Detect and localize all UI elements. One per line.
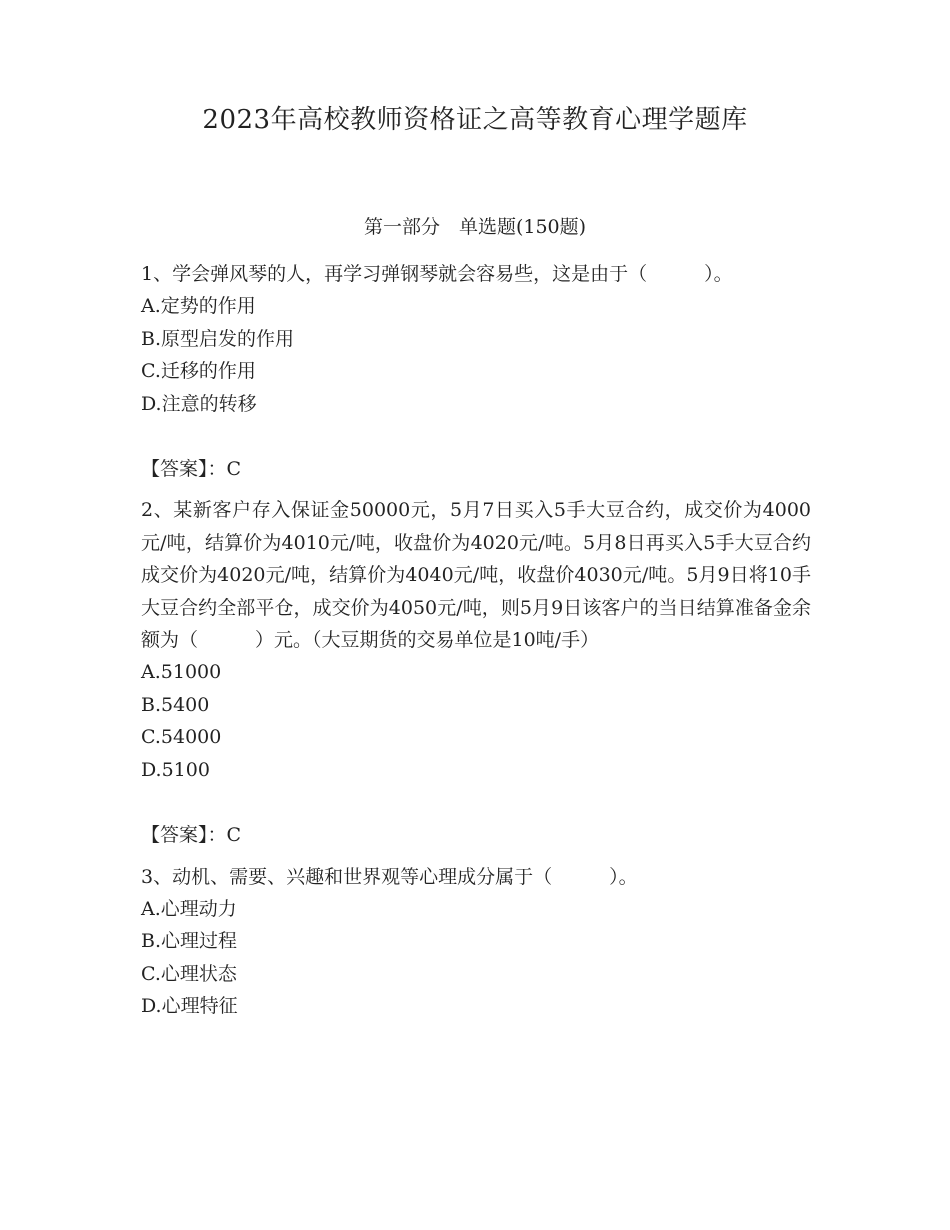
answer-line: 【答案】：C xyxy=(141,824,242,847)
section-heading: 第一部分 单选题(150题) xyxy=(363,216,587,238)
option-b: B.心理过程 xyxy=(141,930,238,953)
option-c: C.心理状态 xyxy=(141,962,237,985)
question-stem: 3、动机、需要、兴趣和世界观等心理成分属于（ ）。 xyxy=(141,865,638,888)
option-d: D.注意的转移 xyxy=(141,392,257,415)
option-b: B.原型启发的作用 xyxy=(141,327,295,350)
option-a: A.定势的作用 xyxy=(141,295,256,318)
option-b: B.5400 xyxy=(141,693,210,716)
option-c: C.54000 xyxy=(141,726,222,749)
option-a: A.心理动力 xyxy=(141,897,237,920)
question-stem: 1、学会弹风琴的人，再学习弹钢琴就会容易些，这是由于（ ）。 xyxy=(141,263,733,285)
question-3 xyxy=(141,861,811,1023)
question-list xyxy=(141,258,811,1023)
document-title: 2023年高校教师资格证之高等教育心理学题库 xyxy=(202,105,748,135)
question-2 xyxy=(141,494,811,851)
option-d: D.5100 xyxy=(141,758,210,781)
question-1 xyxy=(141,258,811,485)
answer-line: 【答案】：C xyxy=(141,458,242,481)
option-a: A.51000 xyxy=(141,661,222,684)
option-d: D.心理特征 xyxy=(141,995,238,1018)
option-c: C.迁移的作用 xyxy=(141,360,256,383)
question-stem: 2、某新客户存入保证金50000元，5月7日买入5手大豆合约，成交价为4000元/吨，结算价为4010元/吨，收盘价为4020元/吨。5月8日再买入5手大豆合约成交价为4020元/吨，结算价为4040元/吨，收盘价4030元/吨。5月9日将10手大豆合约全部平仓，成交价为4050元/吨，则5月9日该客户的当日结算准备金余额为（ ）元。（大豆期货的交易单位是10吨/手） xyxy=(141,499,811,652)
